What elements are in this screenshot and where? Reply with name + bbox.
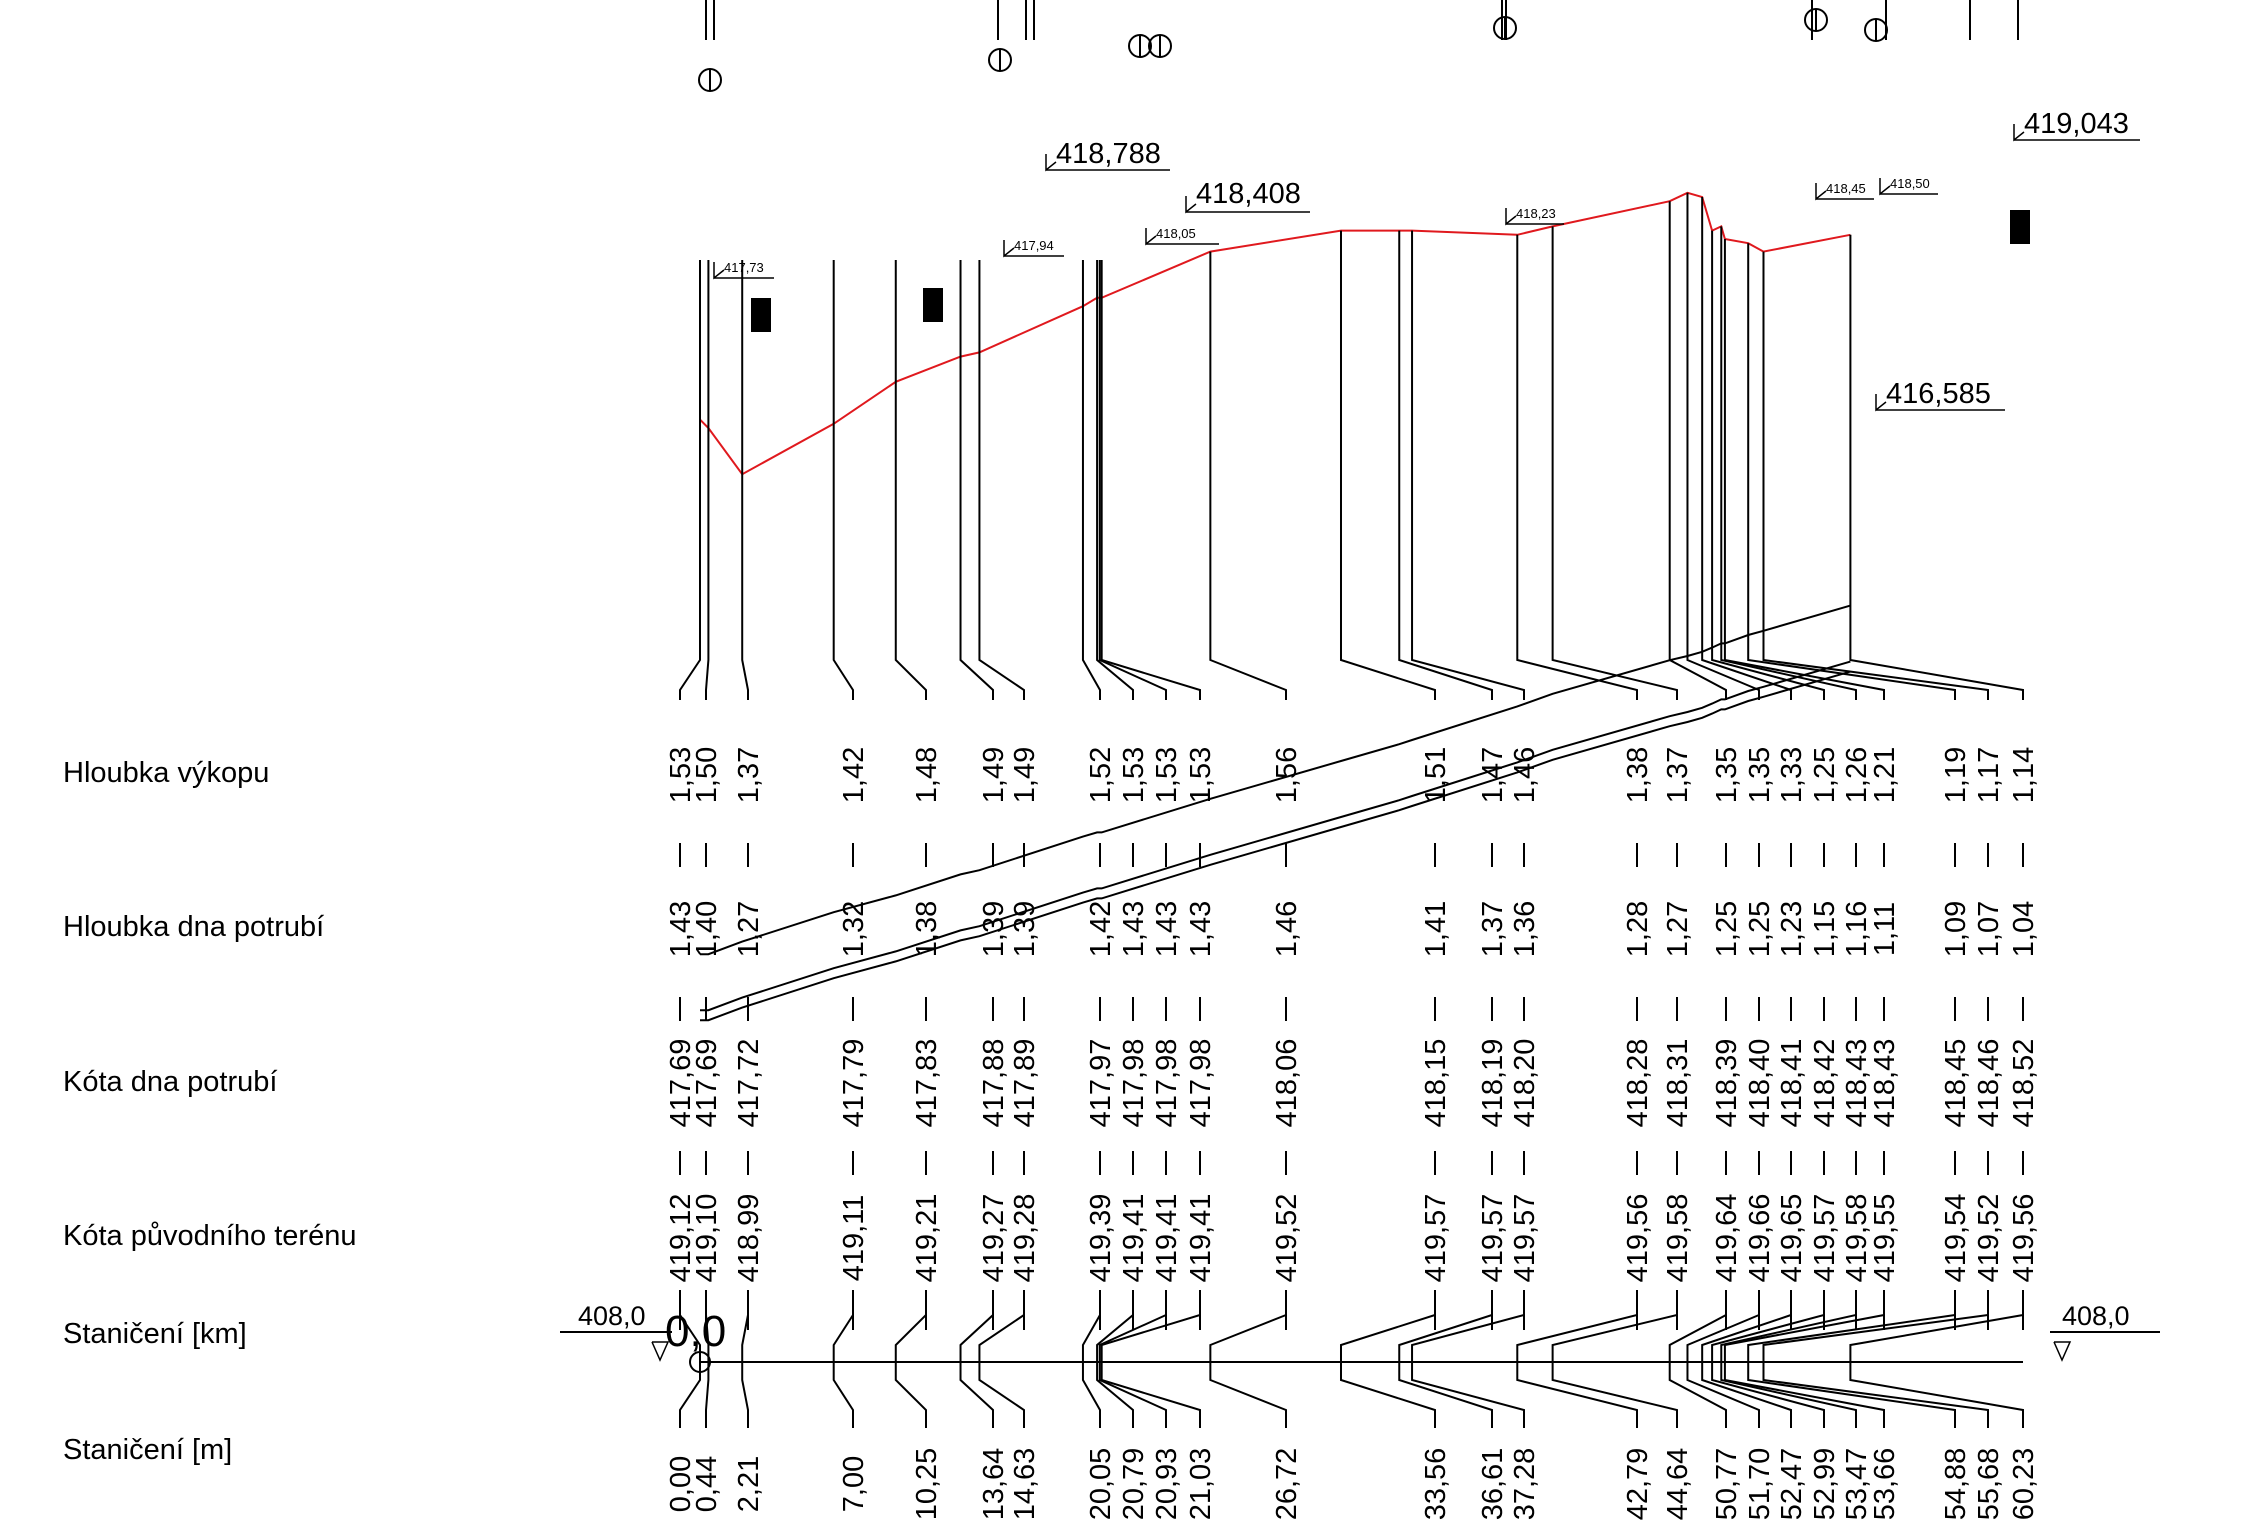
chainage-link-16 — [1553, 1290, 1677, 1428]
excavation-depth-label-1: 1,50 — [691, 746, 723, 804]
pipe-depth-label-3: 1,32 — [838, 900, 870, 958]
terrain-elevation-label-20: 419,57 — [1809, 1193, 1841, 1283]
terrain-elevation-label-12: 419,57 — [1420, 1193, 1452, 1283]
excavation-depth-label-22: 1,21 — [1869, 746, 1901, 804]
chainage-m-label-21: 53,47 — [1841, 1447, 1873, 1521]
excavation-depth-label-3: 1,42 — [838, 746, 870, 804]
invert-elevation-label-7: 417,97 — [1085, 1038, 1117, 1128]
chainage-m-label-10: 21,03 — [1185, 1447, 1217, 1521]
station-line-9 — [1100, 260, 1166, 700]
invert-elevation-label-12: 418,15 — [1420, 1038, 1452, 1128]
chainage-m-label-19: 52,47 — [1776, 1447, 1808, 1521]
chainage-m-label-3: 7,00 — [838, 1455, 870, 1513]
chainage-link-10 — [1102, 1290, 1200, 1428]
pipe-depth-label-21: 1,16 — [1841, 900, 1873, 958]
datum-right-marker — [2054, 1342, 2070, 1360]
chainage-link-12 — [1341, 1290, 1435, 1428]
pipe-depth-label-16: 1,27 — [1662, 900, 1694, 958]
pipe-depth-label-4: 1,38 — [911, 900, 943, 958]
chainage-m-label-4: 10,25 — [911, 1447, 943, 1521]
chainage-m-label-8: 20,79 — [1118, 1447, 1150, 1521]
invert-elevation-label-0: 417,69 — [665, 1038, 697, 1128]
excavation-depth-label-18: 1,35 — [1744, 746, 1776, 804]
chainage-m-label-6: 14,63 — [1009, 1447, 1041, 1521]
row-label-kota-terenu: Kóta původního terénu — [63, 1220, 357, 1252]
station-line-19 — [1702, 197, 1791, 700]
pipe-depth-label-22: 1,11 — [1869, 901, 1901, 957]
excavation-depth-label-13: 1,47 — [1477, 746, 1509, 804]
excavation-depth-label-8: 1,53 — [1118, 746, 1150, 804]
chainage-m-label-0: 0,00 — [665, 1455, 697, 1513]
terrain-elevation-label-22: 419,55 — [1869, 1193, 1901, 1283]
station-line-11 — [1210, 252, 1286, 700]
excavation-depth-label-6: 1,49 — [1009, 746, 1041, 804]
row-label-staniceni-m: Staničení [m] — [63, 1434, 233, 1466]
terrain-elevation-label-3: 419,11 — [838, 1194, 870, 1282]
terrain-elevation-label-15: 419,56 — [1622, 1193, 1654, 1283]
station-line-5 — [961, 260, 993, 700]
pipe-depth-label-11: 1,46 — [1271, 900, 1303, 958]
excavation-depth-label-4: 1,48 — [911, 746, 943, 804]
invert-elevation-label-6: 417,89 — [1009, 1038, 1041, 1128]
elevation-callout-2: 418,788 — [1056, 138, 1161, 170]
chainage-link-6 — [979, 1290, 1024, 1428]
pipe-depth-label-10: 1,43 — [1185, 900, 1217, 958]
pipe-depth-label-13: 1,37 — [1477, 900, 1509, 958]
station-line-16 — [1553, 226, 1677, 700]
terrain-elevation-label-6: 419,28 — [1009, 1193, 1041, 1283]
terrain-elevation-label-11: 419,52 — [1271, 1193, 1303, 1283]
invert-elevation-label-17: 418,39 — [1711, 1038, 1743, 1128]
pipe-depth-label-7: 1,42 — [1085, 900, 1117, 958]
invert-elevation-label-24: 418,46 — [1973, 1038, 2005, 1128]
elevation-callout-marker-7 — [1506, 208, 1516, 224]
excavation-depth-label-20: 1,25 — [1809, 746, 1841, 804]
pipe-depth-label-0: 1,43 — [665, 900, 697, 958]
pipe-depth-label-19: 1,23 — [1776, 900, 1808, 958]
chainage-m-label-1: 0,44 — [691, 1455, 723, 1513]
pipe-depth-label-20: 1,15 — [1809, 900, 1841, 958]
excavation-depth-label-25: 1,14 — [2008, 746, 2040, 804]
elevation-callout-3: 416,585 — [1886, 378, 1991, 410]
elevation-callout-marker-3 — [1876, 394, 1886, 410]
station-line-15 — [1517, 235, 1637, 700]
chainage-link-13 — [1399, 1290, 1492, 1428]
elevation-callout-marker-0 — [2014, 124, 2024, 140]
elevation-callout-marker-2 — [1046, 154, 1056, 170]
elevation-callout-5: 417,94 — [1014, 238, 1054, 253]
elevation-callout-4: 417,73 — [724, 260, 764, 275]
pipe-depth-label-17: 1,25 — [1711, 900, 1743, 958]
chainage-m-label-2: 2,21 — [733, 1455, 765, 1513]
row-label-hloubka-vykopu: Hloubka výkopu — [63, 757, 270, 789]
pipe-depth-label-1: 1,40 — [691, 900, 723, 958]
invert-elevation-label-16: 418,31 — [1662, 1038, 1694, 1128]
pipe-depth-label-25: 1,04 — [2008, 900, 2040, 958]
chainage-m-label-9: 20,93 — [1151, 1447, 1183, 1521]
chainage-m-label-11: 26,72 — [1271, 1447, 1303, 1521]
excavation-depth-label-16: 1,37 — [1662, 746, 1694, 804]
terrain-elevation-label-1: 419,10 — [691, 1193, 723, 1283]
pipe-depth-label-2: 1,27 — [733, 900, 765, 958]
terrain-elevation-label-8: 419,41 — [1118, 1193, 1150, 1283]
structure-block-1 — [923, 288, 943, 322]
chainage-m-label-12: 33,56 — [1420, 1447, 1452, 1521]
invert-elevation-label-18: 418,40 — [1744, 1038, 1776, 1128]
terrain-elevation-label-18: 419,66 — [1744, 1193, 1776, 1283]
invert-elevation-label-2: 417,72 — [733, 1038, 765, 1128]
chainage-m-label-24: 55,68 — [1973, 1447, 2005, 1521]
pipe-depth-label-6: 1,39 — [1009, 900, 1041, 958]
invert-elevation-label-1: 417,69 — [691, 1038, 723, 1128]
invert-elevation-label-5: 417,88 — [978, 1038, 1010, 1128]
terrain-elevation-label-0: 419,12 — [665, 1193, 697, 1283]
elevation-callout-6: 418,05 — [1156, 226, 1196, 241]
pipe-depth-label-12: 1,41 — [1420, 900, 1452, 958]
terrain-elevation-label-21: 419,58 — [1841, 1193, 1873, 1283]
elevation-callout-marker-6 — [1146, 228, 1156, 244]
excavation-depth-label-23: 1,19 — [1940, 746, 1972, 804]
invert-elevation-label-23: 418,45 — [1940, 1038, 1972, 1128]
elevation-callout-marker-4 — [714, 262, 724, 278]
chainage-link-23 — [1748, 1290, 1955, 1428]
station-line-2 — [742, 260, 748, 700]
station-line-1 — [706, 260, 708, 700]
terrain-elevation-label-17: 419,64 — [1711, 1193, 1743, 1283]
datum-left-label: 408,0 — [578, 1301, 646, 1331]
invert-elevation-label-3: 417,79 — [838, 1038, 870, 1128]
elevation-callout-8: 418,45 — [1826, 181, 1866, 196]
chainage-link-19 — [1702, 1290, 1791, 1428]
invert-elevation-label-4: 417,83 — [911, 1038, 943, 1128]
chainage-link-21 — [1721, 1290, 1856, 1428]
row-label-staniceni-km: Staničení [km] — [63, 1318, 247, 1350]
terrain-elevation-label-2: 418,99 — [733, 1193, 765, 1283]
row-label-hloubka-dna: Hloubka dna potrubí — [63, 911, 325, 943]
invert-elevation-label-15: 418,28 — [1622, 1038, 1654, 1128]
excavation-depth-label-24: 1,17 — [1973, 746, 2005, 804]
elevation-callout-1: 418,408 — [1196, 178, 1301, 210]
terrain-elevation-label-14: 419,57 — [1509, 1193, 1541, 1283]
chainage-link-3 — [834, 1290, 853, 1428]
chainage-link-20 — [1712, 1290, 1824, 1428]
terrain-elevation-label-13: 419,57 — [1477, 1193, 1509, 1283]
station-line-4 — [896, 260, 926, 700]
pipe-depth-label-15: 1,28 — [1622, 900, 1654, 958]
excavation-depth-label-11: 1,56 — [1271, 746, 1303, 804]
structure-block-2 — [2010, 210, 2030, 244]
station-line-13 — [1399, 231, 1492, 700]
terrain-elevation-label-7: 419,39 — [1085, 1193, 1117, 1283]
chainage-link-15 — [1517, 1290, 1637, 1428]
terrain-elevation-label-5: 419,27 — [978, 1193, 1010, 1283]
terrain-elevation-label-4: 419,21 — [911, 1193, 943, 1283]
terrain-line — [700, 193, 1850, 474]
excavation-depth-label-14: 1,46 — [1509, 746, 1541, 804]
elevation-callout-marker-9 — [1880, 178, 1890, 194]
chainage-link-17 — [1670, 1290, 1726, 1428]
structure-block-0 — [751, 298, 771, 332]
row-label-kota-dna: Kóta dna potrubí — [63, 1066, 278, 1098]
excavation-depth-label-15: 1,38 — [1622, 746, 1654, 804]
excavation-depth-label-12: 1,51 — [1420, 746, 1452, 804]
invert-elevation-label-13: 418,19 — [1477, 1038, 1509, 1128]
chainage-m-label-22: 53,66 — [1869, 1447, 1901, 1521]
station-line-12 — [1341, 231, 1435, 700]
elevation-callout-0: 419,043 — [2024, 108, 2129, 140]
chainage-m-label-17: 50,77 — [1711, 1447, 1743, 1521]
station-line-14 — [1412, 231, 1524, 700]
invert-elevation-label-22: 418,43 — [1869, 1038, 1901, 1128]
invert-elevation-label-25: 418,52 — [2008, 1038, 2040, 1128]
station-line-21 — [1721, 226, 1856, 700]
chainage-link-2 — [742, 1290, 748, 1428]
excavation-depth-label-0: 1,53 — [665, 746, 697, 804]
chainage-m-label-15: 42,79 — [1622, 1447, 1654, 1521]
chainage-m-label-23: 54,88 — [1940, 1447, 1972, 1521]
invert-elevation-label-14: 418,20 — [1509, 1038, 1541, 1128]
pipe-depth-label-14: 1,36 — [1509, 900, 1541, 958]
station-line-17 — [1670, 201, 1726, 700]
invert-elevation-label-20: 418,42 — [1809, 1038, 1841, 1128]
chainage-m-label-18: 51,70 — [1744, 1447, 1776, 1521]
elevation-callout-marker-8 — [1816, 183, 1826, 199]
station-line-6 — [979, 260, 1024, 700]
excavation-depth-label-10: 1,53 — [1185, 746, 1217, 804]
chainage-link-11 — [1210, 1290, 1286, 1428]
chainage-m-label-5: 13,64 — [978, 1447, 1010, 1521]
station-line-3 — [834, 260, 853, 700]
chainage-m-label-16: 44,64 — [1662, 1447, 1694, 1521]
invert-elevation-label-21: 418,43 — [1841, 1038, 1873, 1128]
invert-elevation-label-10: 417,98 — [1185, 1038, 1217, 1128]
pipe-depth-label-8: 1,43 — [1118, 900, 1150, 958]
chainage-link-4 — [896, 1290, 926, 1428]
chainage-m-label-25: 60,23 — [2008, 1447, 2040, 1521]
station-line-24 — [1763, 252, 1988, 700]
invert-elevation-label-9: 417,98 — [1151, 1038, 1183, 1128]
station-line-25 — [1850, 235, 2023, 700]
invert-elevation-label-19: 418,41 — [1776, 1038, 1808, 1128]
station-line-0 — [680, 260, 700, 700]
km-label: 0,0 — [665, 1307, 727, 1356]
excavation-depth-label-19: 1,33 — [1776, 746, 1808, 804]
excavation-depth-label-5: 1,49 — [978, 746, 1010, 804]
invert-elevation-label-11: 418,06 — [1271, 1038, 1303, 1128]
elevation-callout-marker-5 — [1004, 240, 1014, 256]
pipe-depth-label-18: 1,25 — [1744, 900, 1776, 958]
elevation-callout-marker-1 — [1186, 196, 1196, 212]
excavation-depth-label-7: 1,52 — [1085, 746, 1117, 804]
chainage-m-label-13: 36,61 — [1477, 1447, 1509, 1521]
datum-right-label: 408,0 — [2062, 1301, 2130, 1331]
chainage-m-label-20: 52,99 — [1809, 1447, 1841, 1521]
terrain-elevation-label-16: 419,58 — [1662, 1193, 1694, 1283]
chainage-link-5 — [961, 1290, 993, 1428]
terrain-elevation-label-19: 419,65 — [1776, 1193, 1808, 1283]
elevation-callout-9: 418,50 — [1890, 176, 1930, 191]
terrain-elevation-label-10: 419,41 — [1185, 1193, 1217, 1283]
elevation-callout-7: 418,23 — [1516, 206, 1556, 221]
terrain-elevation-label-25: 419,56 — [2008, 1193, 2040, 1283]
excavation-depth-label-2: 1,37 — [733, 746, 765, 804]
terrain-elevation-label-23: 419,54 — [1940, 1193, 1972, 1283]
terrain-elevation-label-24: 419,52 — [1973, 1193, 2005, 1283]
chainage-m-label-14: 37,28 — [1509, 1447, 1541, 1521]
excavation-depth-label-21: 1,26 — [1841, 746, 1873, 804]
pipe-depth-label-24: 1,07 — [1973, 900, 2005, 958]
pipe-depth-label-5: 1,39 — [978, 900, 1010, 958]
chainage-m-label-7: 20,05 — [1085, 1447, 1117, 1521]
excavation-depth-label-17: 1,35 — [1711, 746, 1743, 804]
station-line-10 — [1102, 260, 1200, 700]
pipe-depth-label-9: 1,43 — [1151, 900, 1183, 958]
invert-elevation-label-8: 417,98 — [1118, 1038, 1150, 1128]
terrain-elevation-label-9: 419,41 — [1151, 1193, 1183, 1283]
station-line-23 — [1748, 243, 1955, 700]
excavation-depth-label-9: 1,53 — [1151, 746, 1183, 804]
pipe-depth-label-23: 1,09 — [1940, 900, 1972, 958]
